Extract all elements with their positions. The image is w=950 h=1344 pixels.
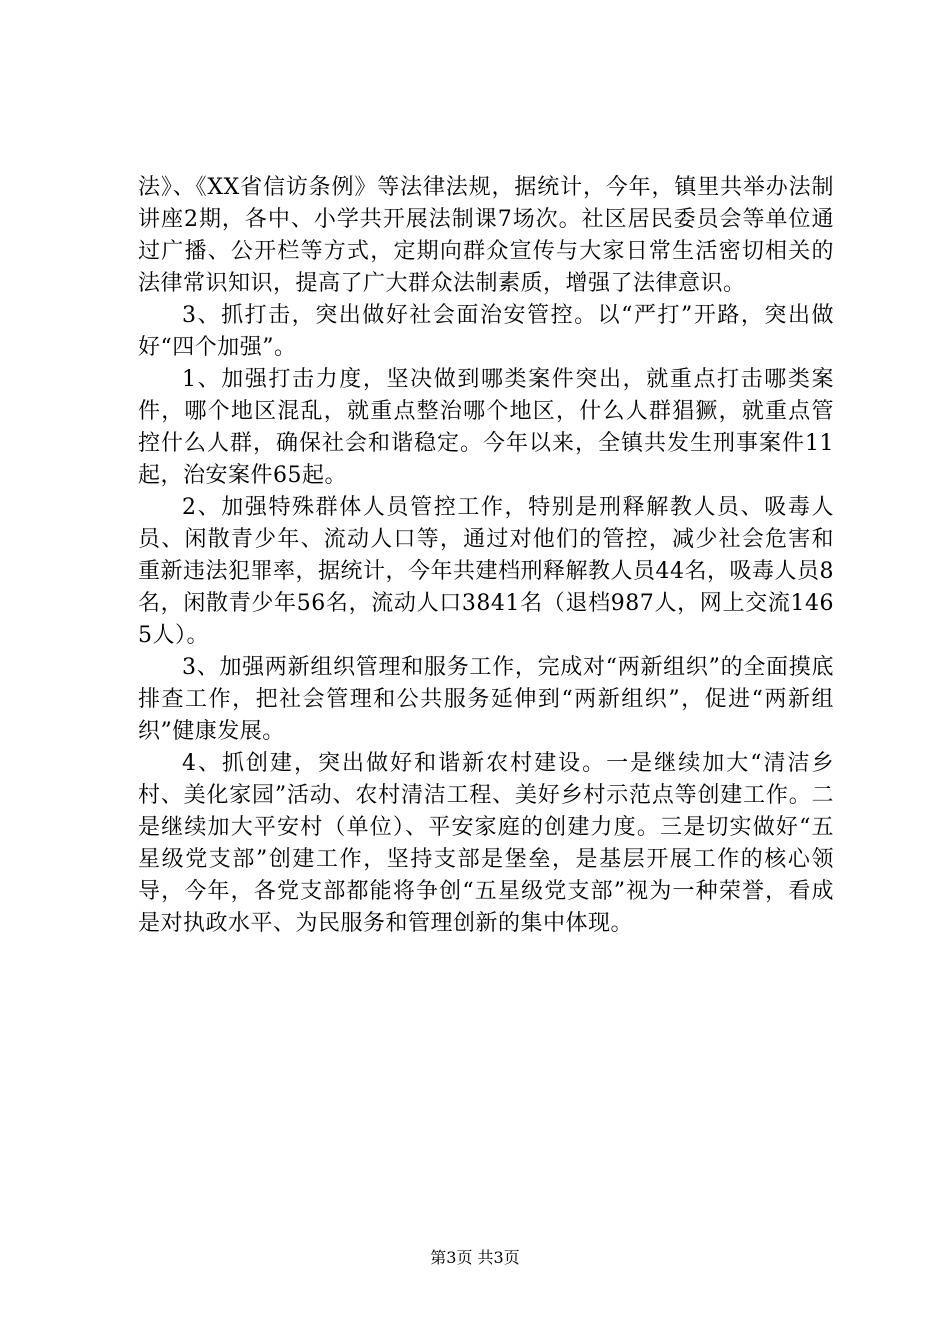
paragraph: 3、抓打击，突出做好社会面治安管控。以“严打”开路，突出做好“四个加强”。 [138,303,834,360]
paragraph: 3、加强两新组织管理和服务工作，完成对“两新组织”的全面摸底排查工作，把社会管理和公共服务延伸到“两新组织”，促进“两新组织”健康发展。 [138,655,834,744]
paragraph: 法》、《XX省信访条例》等法律法规，据统计，今年，镇里共举办法制讲座2期，各中、小学共开展法制课7场次。社区居民委员会等单位通过广播、公开栏等方式，定期向群众宣传与大家日常生活密切相关的法律常识知识，提高了广大群众法制素质，增强了法律意识。 [138,175,834,296]
paragraph: 4、抓创建，突出做好和谐新农村建设。一是继续加大“清洁乡村、美化家园”活动、农村清洁工程、美好乡村示范点等创建工作。二是继续加大平安村（单位）、平安家庭的创建力度。三是切实做好“五星级党支部”创建工作，坚持支部是堡垒，是基层开展工作的核心领导，今年，各党支部都能将争创“五星级党支部”视为一种荣誉，看成是对执政水平、为民服务和管理创新的集中体现。 [138,751,834,936]
document-body [138,172,834,940]
page-number-footer: 第3页 共3页 [430,1248,520,1267]
paragraph: 2、加强特殊群体人员管控工作，特别是刑释解教人员、吸毒人员、闲散青少年、流动人口等，通过对他们的管控，减少社会危害和重新违法犯罪率，据统计，今年共建档刑释解教人员44名，吸毒人员8名，闲散青少年56名，流动人口3841名（退档987人，网上交流1465人）。 [138,495,834,648]
paragraph: 1、加强打击力度，坚决做到哪类案件突出，就重点打击哪类案件，哪个地区混乱，就重点整治哪个地区，什么人群猖獗，就重点管控什么人群，确保社会和谐稳定。今年以来，全镇共发生刑事案件11起，治安案件65起。 [138,367,834,488]
